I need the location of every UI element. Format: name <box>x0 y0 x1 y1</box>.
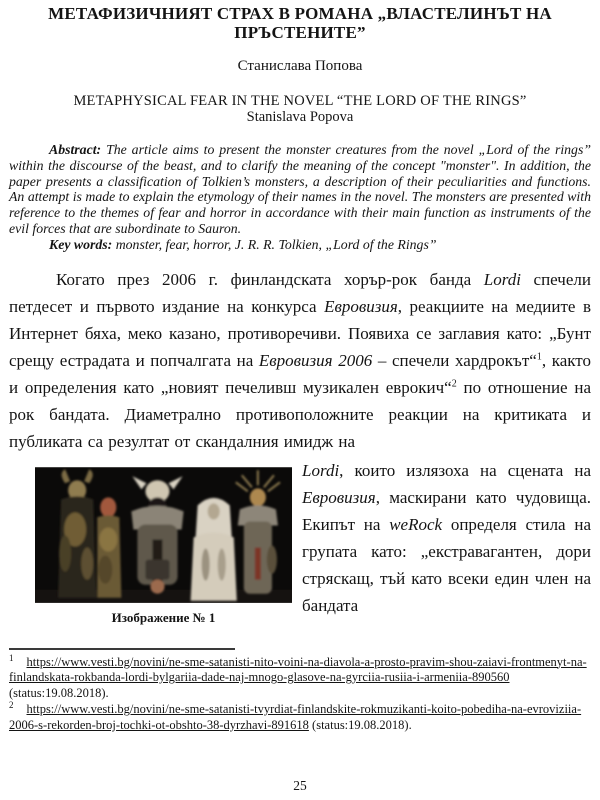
footnote-separator <box>9 648 235 650</box>
author-name-bg: Станислава Попова <box>237 58 363 74</box>
figure-caption: Изображение № 1 <box>111 609 216 625</box>
figure-block <box>35 467 292 625</box>
footnote-1 <box>9 652 591 702</box>
footnote-ref-1: 1 <box>536 350 542 362</box>
two-column-section <box>9 457 591 625</box>
footnote-ref-2: 2 <box>451 377 457 389</box>
page-number: 25 <box>293 778 307 793</box>
article-title-en: METAPHYSICAL FEAR IN THE NOVEL “THE LORD OF THE RINGS” <box>73 93 527 109</box>
footnote-link-2[interactable]: https://www.vesti.bg/novini/ne-sme-satanisti-tvyrdiat-finlandskite-rokmuzikanti-koito-pobediha-na-evroviziia-2006-s-rekorden-broj-tochki-ot-obshto-38-dyrzhavi-891618 <box>9 701 582 732</box>
footnote-marker-1: 1 <box>9 652 14 663</box>
footnote-text-1: https://www.vesti.bg/novini/ne-sme-satanisti-nito-voini-na-diavola-a-prosto-pravim-shou-zaiavi-frontmenyt-na-finlandskata-rokbanda-lordi-bylgariia-dade-naj-mnogo-glasove-na-gyrciia-rusiia-i-armeniia-890560 (status:19.08.2018). <box>9 654 587 701</box>
footnote-marker-2: 2 <box>9 699 14 710</box>
footnote-link-1[interactable]: https://www.vesti.bg/novini/ne-sme-satanisti-nito-voini-na-diavola-a-prosto-pravim-shou-zaiavi-frontmenyt-na-finlandskata-rokbanda-lordi-bylgariia-dade-naj-mnogo-glasove-na-gyrciia-rusiia-i-armeniia-890560 <box>9 654 587 685</box>
lordi-band-image <box>35 467 292 603</box>
body-paragraph-2: Lordi, които излязоха на сцената на Евровизия, маскирани като чудовища. Екипът на weRock определя стила на групата като: „екстравагантен, дори стряскащ, тъй като всеки един член на бандата <box>302 460 591 615</box>
footnote-2 <box>9 699 591 734</box>
keywords-line: Key words: monster, fear, horror, J. R. R. Tolkien, „Lord of the Rings” <box>49 236 437 252</box>
footnotes-section <box>9 627 591 734</box>
author-name-en: Stanislava Popova <box>246 108 354 125</box>
body-paragraph-1: Когато през 2006 г. финландската хорър-рок банда Lordi спечели петдесет и първото издание на конкурса Евровизия, реакциите на медиите в Интернет бяха, меко казано, противоречиви. Появиха се заглавия като: „Бунт срещу естрадата и попчалгата на Евровизия 2006 – спечели хардрокът“$^1$, както и определения като „новият печеливш музикален еврокич“$^2$ по отношение на рок бандата. Диаметрално противоположните реакции на критиката и публиката са резултат от скандалния имидж на <box>9 269 592 451</box>
keywords-label: Key words: <box>49 236 116 252</box>
footnote-text-2: https://www.vesti.bg/novini/ne-sme-satanisti-tvyrdiat-finlandskite-rokmuzikanti-koito-pobediha-na-evroviziia-2006-s-rekorden-broj-tochki-ot-obshto-38-dyrzhavi-891618 (status:19.08.2018). <box>9 701 582 732</box>
article-title-bg: МЕТАФИЗИЧНИЯТ СТРАХ В РОМАНА „ВЛАСТЕЛИНЪТ НА ПРЪСТЕНИТЕ” <box>48 4 552 42</box>
abstract-label: Abstract: <box>49 142 107 157</box>
abstract-paragraph: Abstract: The article aims to present the monster creatures from the novel „Lord of the rings” within the discourse of the beast, and to clarify the meaning of the concept "monster". In addition, the paper presents a classification of Tolkien’s monsters, a description of their peculiarities and functions. An attempt is made to explain the etymology of their names in the novel. The monsters are presented with reference to the themes of fear and horror in accordance with their main function as instruments of the evil forces that are subordinate to Sauron. <box>9 142 591 236</box>
